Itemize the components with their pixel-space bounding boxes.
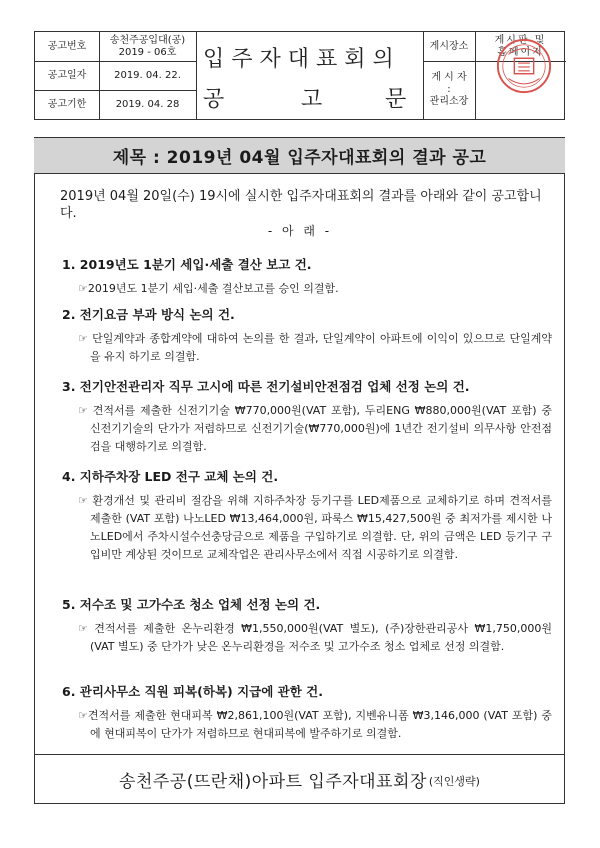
header-title: 입주자대표회의 xyxy=(203,47,401,72)
label-notice-date: 공고일자 xyxy=(47,69,87,81)
section-body: ☞ 견적서를 제출한 온누리환경 ₩1,550,000원(VAT 별도), (주)장한관리공사 ₩1,750,000원(VAT 별도) 중 단가가 낮은 온누리환경을 저수조 및 고가수조 청소 업체로 선정 의결함. xyxy=(78,622,552,653)
section-body: ☞2019년도 1분기 세입·세출 결산보고를 승인 의결함. xyxy=(78,282,339,295)
notice-footer xyxy=(34,754,565,804)
label-post-place: 게시장소 xyxy=(429,40,469,52)
section-heading: 6. 관리사무소 직원 피복(하복) 지급에 관한 건. xyxy=(62,684,324,699)
intro-text: 2019년 04월 20일(수) 19시에 실시한 입주자대표회의 결과를 아래와 같이 공고합니다. xyxy=(60,189,542,221)
section-heading: 3. 전기안전관리자 직무 고시에 따른 전기설비안전점검 업체 선정 논의 건. xyxy=(62,379,470,394)
signatory: 송천주공(뜨란채)아파트 입주자대표회장 xyxy=(119,771,427,792)
seal-omitted-note: (직인생략) xyxy=(428,775,480,788)
value-post-place: 게시판 및 홈페이지 xyxy=(494,34,547,58)
section-body: ☞ 환경개선 및 관리비 절감을 위해 지하주차장 등기구를 LED제품으로 교체하기로 하며 견적서를 제출한 (VAT 포함) 나노LED ₩13,464,000원, 파룩스 ₩15,427,500원 중 최저가를 제시한 나노LED에서 주차시설수선충당금으로 제품을 구입하기로 의결함. 단, 위의 금액은 LED 등기구 구입비만 계상된 것이므로 교체작업은 관리사무소에서 직접 시공하기로 의결함. xyxy=(78,494,552,561)
section-5 xyxy=(62,596,552,656)
section-heading: 2. 전기요금 부과 방식 논의 건. xyxy=(62,307,235,322)
value-notice-date: 2019. 04. 22. xyxy=(114,69,181,81)
section-heading: 5. 저수조 및 고가수조 청소 업체 선정 논의 건. xyxy=(62,597,321,612)
header-title-word-1: 공 xyxy=(203,87,227,112)
section-heading: 1. 2019년도 1분기 세입·세출 결산 보고 건. xyxy=(62,257,312,272)
header-title-word-3: 문 xyxy=(385,87,409,112)
section-4 xyxy=(62,468,552,564)
label-notice-deadline: 공고기한 xyxy=(47,98,87,110)
below-marker: - 아 래 - xyxy=(267,224,333,238)
header-title-word-2: 고 xyxy=(301,87,325,112)
section-3 xyxy=(62,378,552,456)
section-body: ☞견적서를 제출한 현대피복 ₩2,861,100원(VAT 포함), 지벤유니폼 ₩3,146,000 (VAT 포함) 중에 현대피복이 단가가 저렴하므로 현대피복에 발주하기로 의결함. xyxy=(78,709,552,740)
section-1 xyxy=(62,256,552,298)
notice-title: 제목 : 2019년 04월 입주자대표회의 결과 공고 xyxy=(112,148,487,168)
section-6 xyxy=(62,683,552,743)
notice-header xyxy=(34,31,565,120)
notice-title-bar xyxy=(34,137,565,174)
section-body: ☞ 단일계약과 종합계약에 대하여 논의를 한 결과, 단일계약이 아파트에 이익이 있으므로 단일계약을 유지 하기로 의결함. xyxy=(78,332,552,363)
official-seal-icon xyxy=(495,37,553,95)
value-notice-no: 송천주공입대(공) 2019 - 06호 xyxy=(109,34,186,58)
section-body: ☞ 견적서를 제출한 신전기기술 ₩770,000원(VAT 포함), 두리ENG ₩880,000원(VAT 포함) 중 신전기기술의 단가가 저렴하므로 신전기기술(₩770,000원)에 1년간 전기설비 의무사항 안전점검을 대행하기로 의결함. xyxy=(78,404,552,453)
label-poster: 게 시 자 : 관리소장 xyxy=(429,72,469,107)
label-notice-no: 공고번호 xyxy=(47,40,87,52)
section-2 xyxy=(62,306,552,366)
value-notice-deadline: 2019. 04. 28 xyxy=(115,98,180,110)
section-heading: 4. 지하주차장 LED 전구 교체 논의 건. xyxy=(62,469,279,484)
